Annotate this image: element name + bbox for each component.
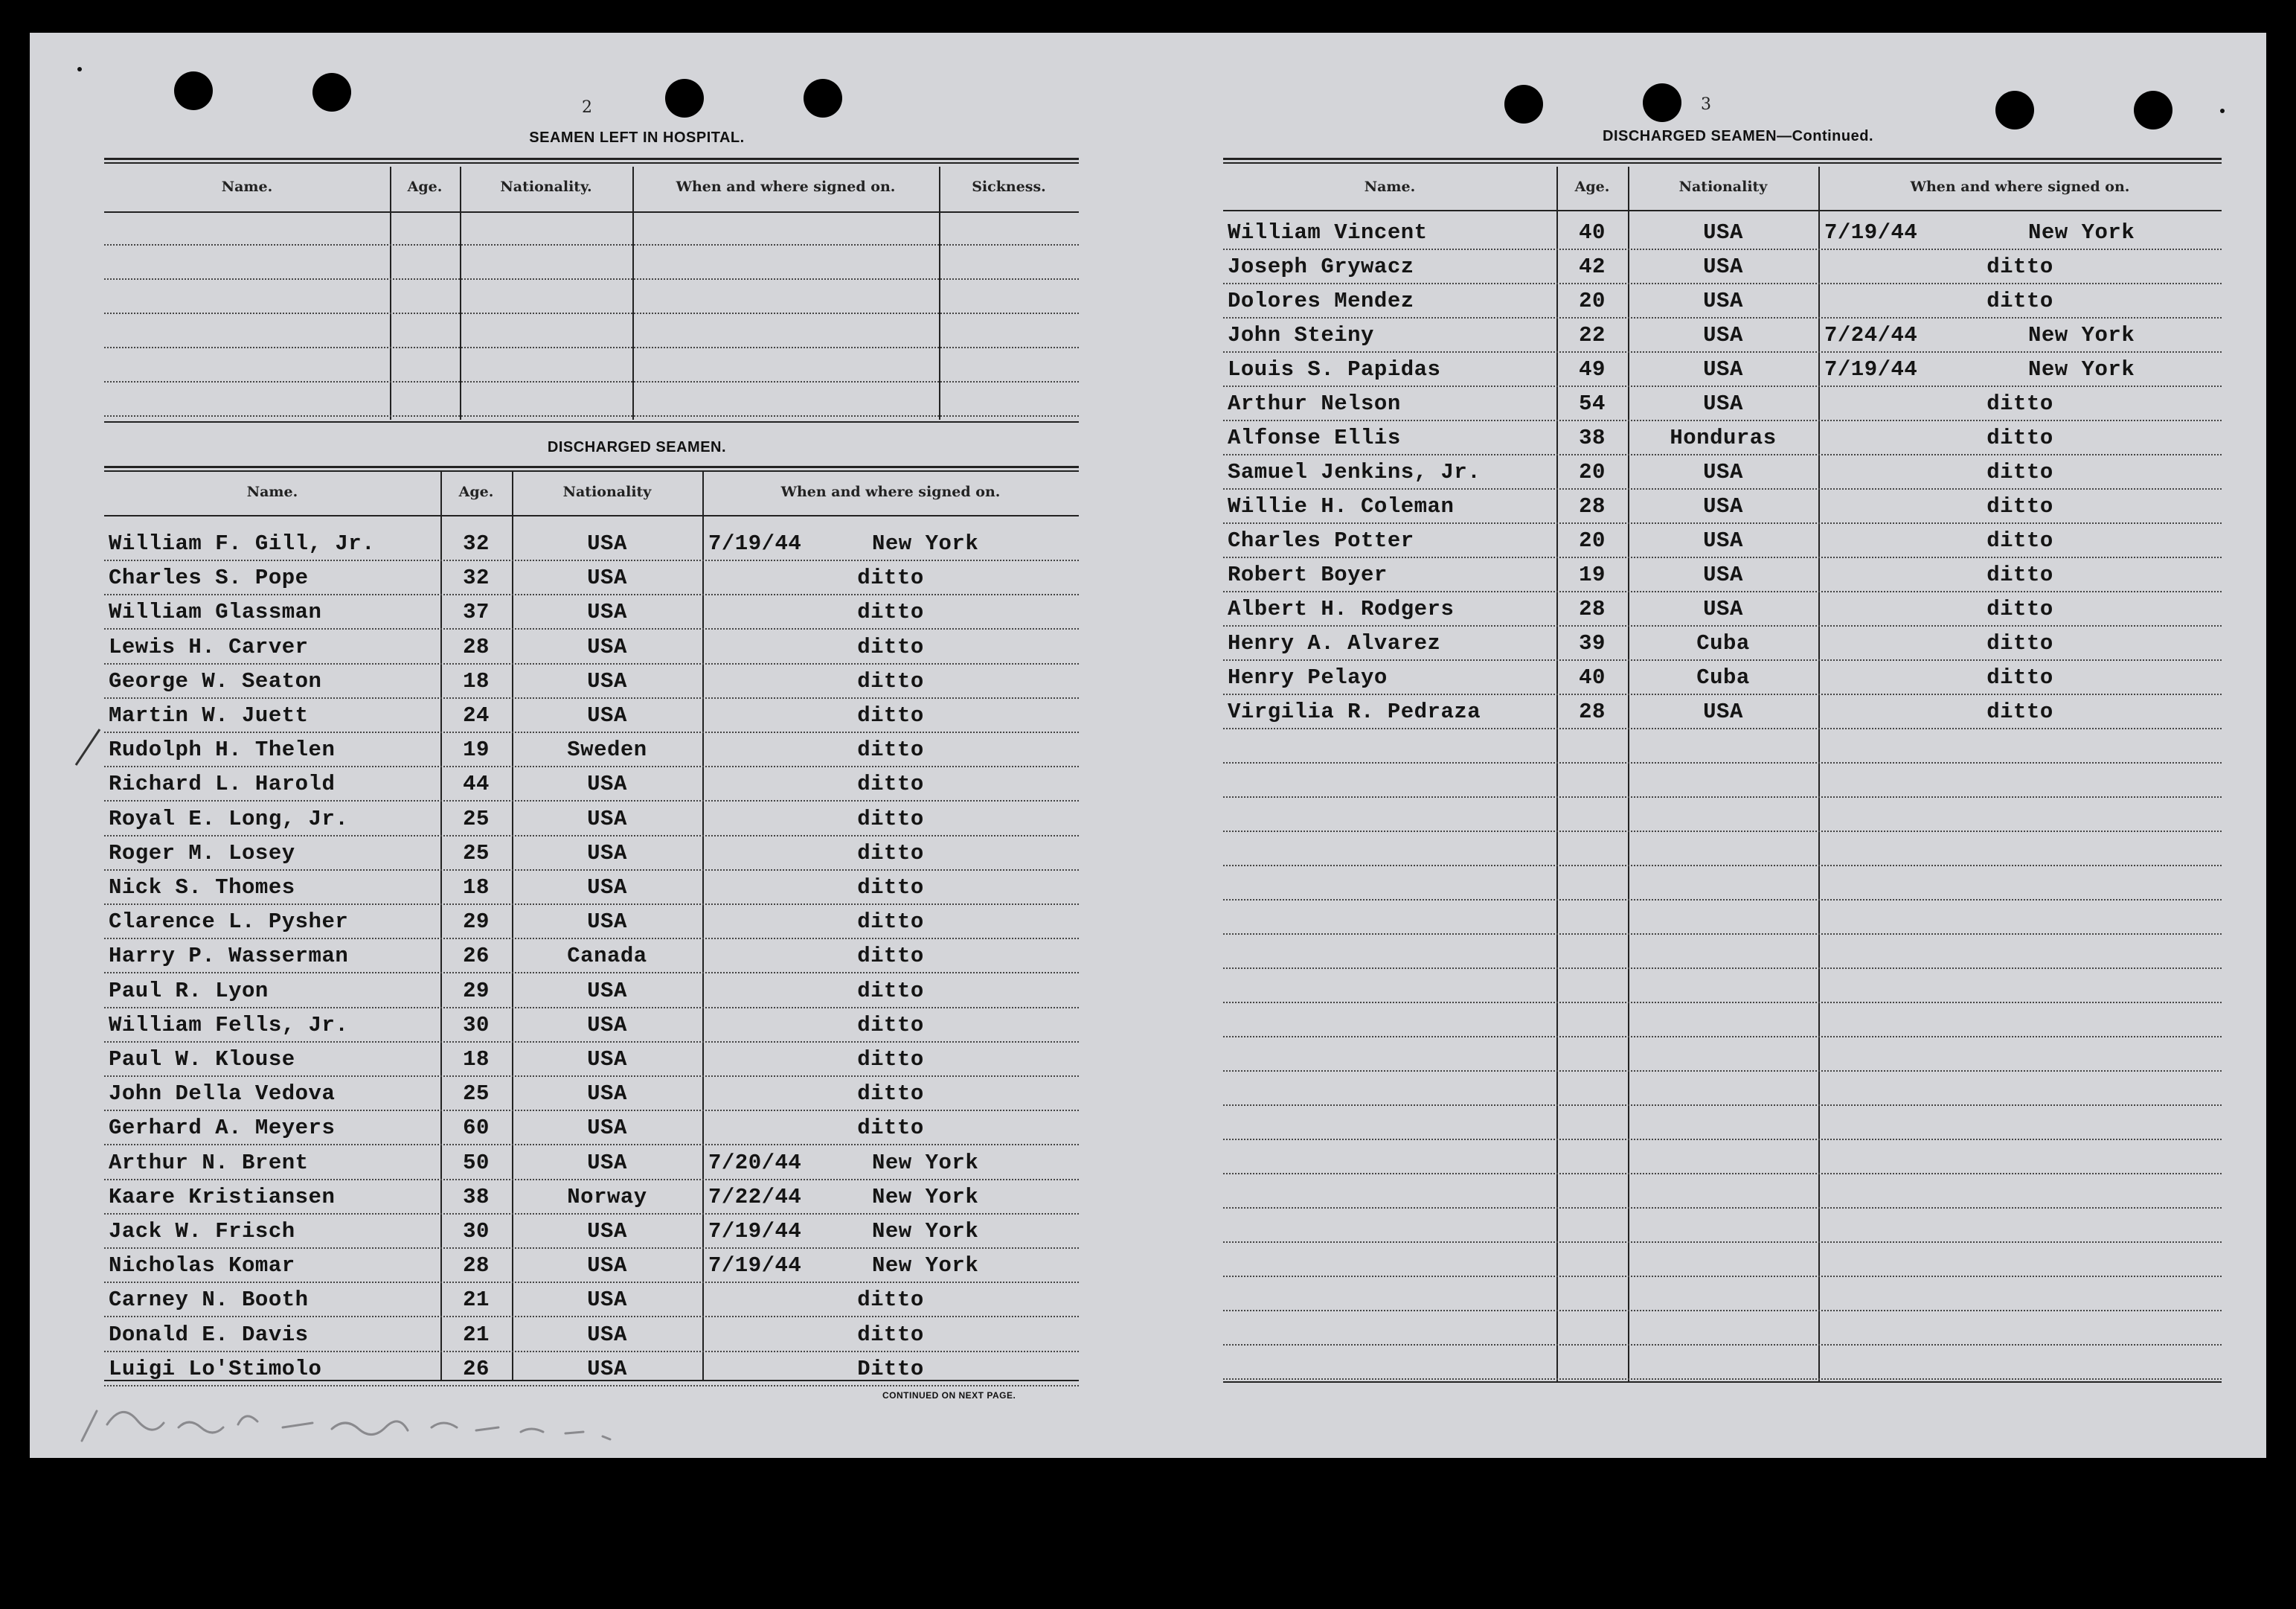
seaman-nationality: USA: [587, 703, 627, 728]
signed-on-place: ditto: [857, 1047, 924, 1072]
seaman-age: 40: [1579, 220, 1606, 245]
row-line: [104, 1179, 1079, 1180]
seaman-age: 39: [1579, 631, 1606, 656]
row-line: [1223, 420, 2222, 421]
table-bottom-rule: [1223, 1381, 2222, 1383]
seaman-age: 22: [1579, 323, 1606, 348]
row-line: [104, 869, 1079, 871]
seaman-age: 30: [463, 1219, 490, 1244]
rule: [1223, 162, 2222, 164]
row-line: [1223, 967, 2222, 969]
row-line: [104, 1351, 1079, 1352]
seaman-name: Alfonse Ellis: [1228, 426, 1401, 450]
row-line: [104, 1213, 1079, 1215]
continued-note: CONTINUED ON NEXT PAGE.: [882, 1390, 1016, 1401]
seaman-age: 28: [1579, 700, 1606, 724]
seaman-name: Willie H. Coleman: [1228, 494, 1455, 519]
seaman-age: 40: [1579, 665, 1606, 690]
row-line: [1223, 283, 2222, 284]
table-bottom-rule: [104, 421, 1079, 423]
seaman-nationality: Canada: [567, 944, 647, 969]
header-underline: [1223, 210, 2222, 211]
header-underline: [104, 211, 1079, 213]
row-line: [1223, 796, 2222, 798]
column-divider: [1556, 167, 1558, 1381]
punch-hole: [312, 73, 351, 112]
seaman-nationality: USA: [587, 668, 627, 694]
signed-on-place: ditto: [857, 909, 924, 935]
row-line: [1223, 933, 2222, 935]
seaman-age: 21: [463, 1287, 490, 1313]
seaman-nationality: USA: [1703, 460, 1743, 484]
seaman-name: Henry A. Alvarez: [1228, 631, 1441, 656]
seaman-nationality: USA: [587, 1012, 627, 1037]
seaman-age: 18: [463, 668, 490, 694]
signed-on-place: ditto: [857, 703, 924, 728]
seaman-age: 26: [463, 1356, 490, 1381]
hospital-header-4: Sickness.: [972, 179, 1046, 195]
seaman-name: Charles Potter: [1228, 528, 1414, 553]
seaman-age: 20: [1579, 528, 1606, 553]
row-line: [104, 732, 1079, 733]
row-line: [1223, 1139, 2222, 1140]
seaman-name: Carney N. Booth: [109, 1287, 309, 1313]
seaman-nationality: Honduras: [1670, 426, 1777, 450]
row-line: [104, 1247, 1079, 1249]
hospital-header-1: Age.: [407, 179, 443, 195]
row-line: [104, 594, 1079, 595]
punch-hole: [804, 79, 842, 118]
signed-on-place: New York: [872, 1184, 979, 1209]
row-line: [1223, 899, 2222, 901]
hospital-header-2: Nationality.: [500, 179, 592, 195]
row-line: [1223, 522, 2222, 524]
signed-on-place: ditto: [1986, 494, 2053, 519]
seaman-age: 25: [463, 1081, 490, 1107]
seaman-nationality: USA: [1703, 391, 1743, 416]
signed-on-place: ditto: [1986, 426, 2053, 450]
row-line: [1223, 728, 2222, 729]
seaman-name: Roger M. Losey: [109, 840, 295, 866]
hospital-header-0: Name.: [221, 179, 273, 195]
seaman-nationality: USA: [587, 1287, 627, 1313]
seaman-nationality: USA: [1703, 700, 1743, 724]
seaman-nationality: Norway: [567, 1184, 647, 1209]
row-line: [1223, 694, 2222, 695]
column-header-3: When and where signed on.: [780, 484, 1001, 500]
row-line: [104, 560, 1079, 561]
signed-on-place: ditto: [857, 772, 924, 797]
signed-on-place: ditto: [857, 1081, 924, 1107]
signed-on-date: 7/22/44: [708, 1184, 802, 1209]
row-line: [1223, 317, 2222, 319]
seaman-age: 38: [463, 1184, 490, 1209]
column-header-0: Name.: [246, 484, 298, 500]
seaman-name: Louis S. Papidas: [1228, 357, 1441, 382]
seaman-nationality: USA: [1703, 220, 1743, 245]
signed-on-place: ditto: [1986, 255, 2053, 279]
seaman-nationality: USA: [587, 1253, 627, 1279]
seaman-nationality: USA: [587, 1150, 627, 1175]
seaman-age: 28: [463, 1253, 490, 1279]
seaman-age: 29: [463, 909, 490, 935]
signed-on-place: ditto: [857, 1322, 924, 1347]
blank-row-line: [104, 347, 1079, 348]
seaman-age: 24: [463, 703, 490, 728]
signed-on-place: ditto: [1986, 460, 2053, 484]
seaman-age: 25: [463, 840, 490, 866]
seaman-name: Nick S. Thomes: [109, 875, 295, 900]
seaman-nationality: USA: [587, 772, 627, 797]
seaman-nationality: USA: [1703, 563, 1743, 587]
seaman-age: 37: [463, 600, 490, 625]
seaman-age: 32: [463, 566, 490, 591]
seaman-name: Nicholas Komar: [109, 1253, 295, 1279]
row-line: [1223, 1378, 2222, 1380]
seaman-age: 18: [463, 1047, 490, 1072]
seaman-nationality: USA: [1703, 494, 1743, 519]
punch-hole: [665, 79, 704, 118]
seaman-nationality: USA: [587, 1219, 627, 1244]
seaman-name: Charles S. Pope: [109, 566, 309, 591]
seaman-name: Dolores Mendez: [1228, 289, 1414, 313]
blank-row-line: [104, 313, 1079, 314]
seaman-age: 28: [1579, 597, 1606, 621]
seaman-age: 21: [463, 1322, 490, 1347]
row-line: [1223, 488, 2222, 490]
seaman-age: 26: [463, 944, 490, 969]
row-line: [104, 1041, 1079, 1043]
seaman-nationality: USA: [1703, 289, 1743, 313]
seaman-nationality: USA: [587, 875, 627, 900]
signed-on-place: ditto: [857, 600, 924, 625]
page-number-right: 3: [1701, 95, 1711, 114]
seaman-name: Arthur N. Brent: [109, 1150, 309, 1175]
signed-on-place: ditto: [1986, 563, 2053, 587]
blank-row-line: [104, 278, 1079, 280]
signed-on-place: New York: [872, 1253, 979, 1279]
punch-hole: [1643, 83, 1681, 122]
seaman-name: Robert Boyer: [1228, 563, 1388, 587]
row-line: [1223, 762, 2222, 764]
punch-hole: [2134, 91, 2172, 129]
row-line: [104, 1075, 1079, 1077]
row-line: [104, 938, 1079, 939]
signed-on-place: Ditto: [857, 1356, 924, 1381]
seaman-name: Paul W. Klouse: [109, 1047, 295, 1072]
speck: [77, 67, 82, 71]
row-line: [1223, 1002, 2222, 1003]
blank-row-line: [104, 381, 1079, 383]
signed-on-place: ditto: [857, 566, 924, 591]
signed-on-place: New York: [872, 1219, 979, 1244]
punch-hole: [174, 71, 213, 110]
seaman-nationality: USA: [587, 909, 627, 935]
signed-on-place: ditto: [857, 634, 924, 659]
rule: [104, 162, 1079, 164]
seaman-age: 50: [463, 1150, 490, 1175]
signed-on-place: ditto: [857, 1012, 924, 1037]
signed-on-date: 7/24/44: [1824, 323, 1918, 348]
signed-on-place: ditto: [1986, 631, 2053, 656]
column-header-1: Age.: [1574, 179, 1610, 195]
seaman-name: John Steiny: [1228, 323, 1374, 348]
blank-row-line: [104, 244, 1079, 246]
seaman-age: 54: [1579, 391, 1606, 416]
seaman-name: William F. Gill, Jr.: [109, 531, 376, 556]
row-line: [1223, 865, 2222, 866]
signed-on-place: ditto: [857, 668, 924, 694]
check-mark: [70, 725, 115, 770]
seaman-name: Samuel Jenkins, Jr.: [1228, 460, 1481, 484]
seaman-age: 19: [1579, 563, 1606, 587]
column-header-2: Nationality: [1678, 179, 1768, 195]
seaman-age: 18: [463, 875, 490, 900]
row-line: [104, 1110, 1079, 1111]
seaman-name: Paul R. Lyon: [109, 978, 269, 1003]
seaman-nationality: USA: [1703, 357, 1743, 382]
row-line: [104, 1144, 1079, 1145]
seaman-age: 28: [1579, 494, 1606, 519]
seaman-nationality: USA: [587, 634, 627, 659]
rule: [104, 470, 1079, 472]
signed-on-place: ditto: [857, 1116, 924, 1141]
seaman-nationality: USA: [587, 1047, 627, 1072]
row-line: [104, 903, 1079, 905]
signed-on-place: ditto: [857, 944, 924, 969]
seaman-nationality: USA: [587, 1356, 627, 1381]
signed-on-place: ditto: [1986, 391, 2053, 416]
seaman-nationality: USA: [1703, 597, 1743, 621]
seaman-age: 28: [463, 634, 490, 659]
row-line: [1223, 1344, 2222, 1346]
seaman-age: 20: [1579, 289, 1606, 313]
signed-on-place: ditto: [1986, 289, 2053, 313]
signed-on-place: New York: [872, 1150, 979, 1175]
row-line: [1223, 1070, 2222, 1072]
seaman-name: Kaare Kristiansen: [109, 1184, 336, 1209]
seaman-nationality: Cuba: [1696, 665, 1750, 690]
speck: [2220, 109, 2225, 113]
signed-on-place: ditto: [857, 806, 924, 831]
row-line: [104, 697, 1079, 699]
row-line: [104, 1385, 1079, 1386]
row-line: [104, 1282, 1079, 1283]
seaman-age: 38: [1579, 426, 1606, 450]
seaman-nationality: USA: [1703, 323, 1743, 348]
handwritten-mark: [74, 1395, 684, 1454]
row-line: [1223, 591, 2222, 592]
seaman-name: John Della Vedova: [109, 1081, 336, 1107]
seaman-nationality: USA: [587, 978, 627, 1003]
seaman-name: Virgilia R. Pedraza: [1228, 700, 1481, 724]
blank-row-line: [104, 415, 1079, 417]
row-line: [1223, 1310, 2222, 1311]
seaman-name: Royal E. Long, Jr.: [109, 806, 349, 831]
row-line: [1223, 1036, 2222, 1037]
seaman-name: William Vincent: [1228, 220, 1428, 245]
seaman-nationality: USA: [1703, 528, 1743, 553]
seaman-age: 29: [463, 978, 490, 1003]
seaman-name: Lewis H. Carver: [109, 634, 309, 659]
row-line: [1223, 1207, 2222, 1209]
row-line: [1223, 1241, 2222, 1243]
hospital-section-title: SEAMEN LEFT IN HOSPITAL.: [529, 129, 745, 146]
signed-on-place: ditto: [1986, 700, 2053, 724]
seaman-name: George W. Seaton: [109, 668, 322, 694]
page-number-left: 2: [582, 98, 592, 117]
seaman-name: Gerhard A. Meyers: [109, 1116, 336, 1141]
signed-on-date: 7/19/44: [708, 1253, 802, 1279]
signed-on-date: 7/19/44: [1824, 220, 1918, 245]
seaman-age: 32: [463, 531, 490, 556]
row-line: [1223, 659, 2222, 661]
seaman-nationality: USA: [587, 806, 627, 831]
row-line: [1223, 249, 2222, 250]
row-line: [1223, 557, 2222, 558]
row-line: [104, 800, 1079, 802]
column-divider: [1818, 167, 1820, 1381]
seaman-nationality: USA: [587, 566, 627, 591]
punch-hole: [1995, 91, 2034, 129]
signed-on-place: New York: [2028, 357, 2135, 382]
row-line: [1223, 831, 2222, 832]
manifest-sheet: [30, 33, 2266, 1458]
row-line: [1223, 351, 2222, 353]
seaman-age: 49: [1579, 357, 1606, 382]
rule: [104, 158, 1079, 160]
seaman-name: Martin W. Juett: [109, 703, 309, 728]
seaman-age: 25: [463, 806, 490, 831]
row-line: [104, 835, 1079, 837]
seaman-age: 44: [463, 772, 490, 797]
row-line: [104, 1007, 1079, 1008]
seaman-name: Albert H. Rodgers: [1228, 597, 1455, 621]
seaman-name: William Glassman: [109, 600, 322, 625]
column-header-3: When and where signed on.: [1910, 179, 2130, 195]
seaman-name: Richard L. Harold: [109, 772, 336, 797]
row-line: [104, 766, 1079, 767]
signed-on-date: 7/19/44: [1824, 357, 1918, 382]
row-line: [1223, 625, 2222, 627]
seaman-name: William Fells, Jr.: [109, 1012, 349, 1037]
seaman-nationality: USA: [587, 840, 627, 866]
signed-on-place: ditto: [857, 978, 924, 1003]
hospital-header-3: When and where signed on.: [676, 179, 896, 195]
seaman-age: 60: [463, 1116, 490, 1141]
column-header-1: Age.: [458, 484, 494, 500]
signed-on-place: ditto: [1986, 528, 2053, 553]
signed-on-place: ditto: [857, 875, 924, 900]
row-line: [104, 972, 1079, 973]
seaman-name: Joseph Grywacz: [1228, 255, 1414, 279]
row-line: [104, 1316, 1079, 1317]
seaman-name: Luigi Lo'Stimolo: [109, 1356, 322, 1381]
rule: [104, 466, 1079, 468]
seaman-nationality: USA: [587, 531, 627, 556]
seaman-name: Harry P. Wasserman: [109, 944, 349, 969]
header-underline: [104, 515, 1079, 516]
row-line: [1223, 1173, 2222, 1174]
column-header-2: Nationality: [562, 484, 652, 500]
seaman-name: Clarence L. Pysher: [109, 909, 349, 935]
signed-on-place: ditto: [857, 1287, 924, 1313]
seaman-nationality: USA: [587, 1081, 627, 1107]
seaman-age: 42: [1579, 255, 1606, 279]
discharged-continued-title: DISCHARGED SEAMEN—Continued.: [1603, 128, 1873, 144]
signed-on-place: New York: [872, 531, 979, 556]
column-divider: [1628, 167, 1629, 1381]
seaman-age: 20: [1579, 460, 1606, 484]
punch-hole: [1504, 85, 1543, 124]
seaman-age: 19: [463, 738, 490, 763]
row-line: [1223, 1104, 2222, 1106]
signed-on-place: ditto: [1986, 597, 2053, 621]
seaman-name: Henry Pelayo: [1228, 665, 1388, 690]
seaman-nationality: Cuba: [1696, 631, 1750, 656]
seaman-nationality: USA: [587, 600, 627, 625]
seaman-name: Rudolph H. Thelen: [109, 738, 336, 763]
seaman-age: 30: [463, 1012, 490, 1037]
seaman-nationality: USA: [1703, 255, 1743, 279]
signed-on-place: ditto: [857, 738, 924, 763]
row-line: [104, 663, 1079, 665]
seaman-nationality: USA: [587, 1116, 627, 1141]
signed-on-place: New York: [2028, 323, 2135, 348]
signed-on-place: ditto: [1986, 665, 2053, 690]
seaman-nationality: Sweden: [567, 738, 647, 763]
signed-on-date: 7/19/44: [708, 531, 802, 556]
signed-on-date: 7/20/44: [708, 1150, 802, 1175]
row-line: [104, 628, 1079, 630]
seaman-name: Arthur Nelson: [1228, 391, 1401, 416]
signed-on-place: ditto: [857, 840, 924, 866]
seaman-name: Donald E. Davis: [109, 1322, 309, 1347]
rule: [1223, 158, 2222, 160]
signed-on-date: 7/19/44: [708, 1219, 802, 1244]
row-line: [1223, 1276, 2222, 1277]
seaman-nationality: USA: [587, 1322, 627, 1347]
discharged-section-title: DISCHARGED SEAMEN.: [547, 439, 727, 455]
signed-on-place: New York: [2028, 220, 2135, 245]
seaman-name: Jack W. Frisch: [109, 1219, 295, 1244]
row-line: [1223, 454, 2222, 455]
row-line: [1223, 386, 2222, 387]
column-header-0: Name.: [1364, 179, 1416, 195]
